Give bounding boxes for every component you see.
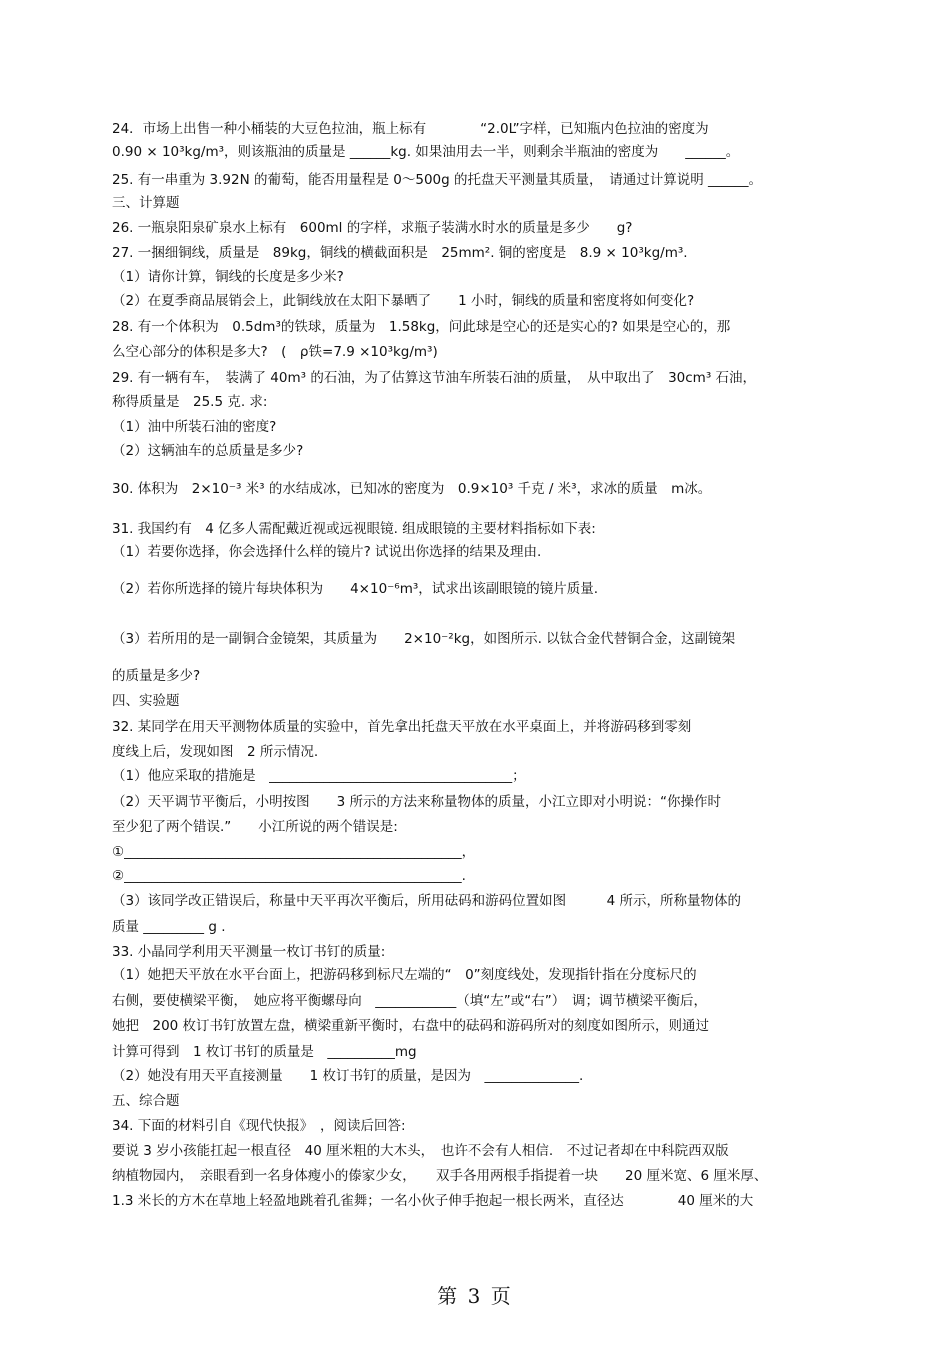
section-heading-calculation: 三、计算题 [112,195,180,211]
page-number: 第 3 页 [437,1284,513,1308]
q31-part-1: （1）若要你选择，你会选择什么样的镜片? 试说出你选择的结果及理由. [112,544,542,560]
q32-part-2-line-1: （2）天平调节平衡后，小明按图 3 所示的方法来称量物体的质量，小江立即对小明说：“你操作时 [112,794,721,810]
q29-part-2: （2）这辆油车的总质量是多少? [112,443,304,459]
q27-part-2: （2）在夏季商品展销会上，此铜线放在太阳下暴晒了 1 小时，铜线的质量和密度将如何变化? [112,293,695,309]
q28-line-1: 28. 有一个体积为 0.5dm³的铁球，质量为 1.58kg，问此球是空心的还是实心的? 如果是空心的，那 [112,319,731,335]
q24-line-1: 24．市场上出售一种小桶装的大豆色拉油，瓶上标有 “2.0L”字样，已知瓶内色拉油的密度为 [112,121,709,137]
q29-line-1: 29. 有一辆有车， 装满了 40m³ 的石油，为了估算这节油车所装石油的质量， 从中取出了 30cm³ 石油， [112,370,757,386]
q32-part-3-cont: 质量 _________ g . [112,919,226,935]
q33-part-1-line-3: 她把 200 枚订书钉放置左盘，横梁重新平衡时，右盘中的砝码和游码所对的刻度如图所示，则通过 [112,1018,710,1034]
q32-part-3: （3）该同学改正错误后，称量中天平再次平衡后，所用砝码和游码位置如图 4 所示，所称量物体的 [112,893,741,909]
q26-line: 26. 一瓶泉阳泉矿泉水上标有 600ml 的字样，求瓶子装满水时水的质量是多少 g? [112,220,633,236]
q33-part-2: （2）她没有用天平直接测量 1 枚订书钉的质量，是因为 ______________. [112,1068,584,1084]
section-heading-experiment: 四、实验题 [112,693,180,709]
q24-line-2: 0.90 × 10³kg/m³，则该瓶油的质量是 ______kg. 如果油用去一半，则剩余半瓶油的密度为 ______。 [112,144,740,160]
q32-line-2: 度线上后，发现如图 2 所示情况. [112,744,319,760]
q31-part-3: （3）若所用的是一副铜合金镜架，其质量为 2×10⁻²kg，如图所示. 以钛合金代替铜合金，这副镜架 [112,631,736,647]
q29-part-1: （1）油中所装石油的密度? [112,419,277,435]
q34-passage-line-2: 纳植物园内， 亲眼看到一名身体瘦小的傣家少女， 双手各用两根手指提着一块 20 厘米宽、6 厘米厚、 [112,1168,768,1184]
q31-line: 31. 我国约有 4 亿多人需配戴近视或远视眼镜. 组成眼镜的主要材料指标如下表: [112,521,596,537]
q31-part-3-cont: 的质量是多少? [112,668,201,684]
q27-line: 27. 一捆细铜线，质量是 89kg，铜线的横截面积是 25mm². 铜的密度是 8.9 × 10³kg/m³. [112,245,688,261]
section-heading-comprehensive: 五、综合题 [112,1093,180,1109]
q27-part-1: （1）请你计算，铜线的长度是多少米? [112,269,344,285]
q34-passage-line-1: 要说 3 岁小孩能扛起一根直径 40 厘米粗的大木头， 也许不会有人相信. 不过记者却在中科院西双版 [112,1143,729,1159]
q32-part-2-line-2: 至少犯了两个错误.” 小江所说的两个错误是: [112,819,398,835]
q33-part-1-line-1: （1）她把天平放在水平台面上，把游码移到标尺左端的“ 0”刻度线处，发现指针指在分度标尺的 [112,967,697,983]
q32-part-1: （1）他应采取的措施是 ____________________________________； [112,768,526,784]
q28-line-2: 么空心部分的体积是多大? ( ρ铁=7.9 ×10³kg/m³) [112,344,438,360]
q33-line: 33. 小晶同学利用天平测量一枚订书钉的质量: [112,944,386,960]
q32-error-2: ②__________________________________________________. [112,868,466,884]
q29-line-2: 称得质量是 25.5 克. 求: [112,394,268,410]
q33-part-1-line-4: 计算可得到 1 枚订书钉的质量是 __________mg [112,1044,417,1060]
q30-line: 30. 体积为 2×10⁻³ 米³ 的水结成冰，已知冰的密度为 0.9×10³ 千克 / 米³，求冰的质量 m冰。 [112,481,712,497]
q34-passage-line-3: 1.3 米长的方木在草地上轻盈地跳着孔雀舞；一名小伙子伸手抱起一根长两米，直径达 40 厘米的大 [112,1193,754,1209]
q33-part-1-line-2: 右侧，要使横梁平衡， 她应将平衡螺母向 ____________（填“左”或“右”） 调；调节横梁平衡后， [112,993,707,1009]
q32-error-1: ①__________________________________________________， [112,844,476,860]
q25-line: 25. 有一串重为 3.92N 的葡萄，能否用量程是 0～500g 的托盘天平测量其质量， 请通过计算说明 ______。 [112,172,763,188]
q34-line: 34. 下面的材料引自《现代快报》 ，阅读后回答: [112,1118,406,1134]
q32-line-1: 32. 某同学在用天平测物体质量的实验中，首先拿出托盘天平放在水平桌面上，并将游码移到零刻 [112,719,692,735]
q31-part-2: （2）若你所选择的镜片每块体积为 4×10⁻⁶m³，试求出该副眼镜的镜片质量. [112,581,599,597]
